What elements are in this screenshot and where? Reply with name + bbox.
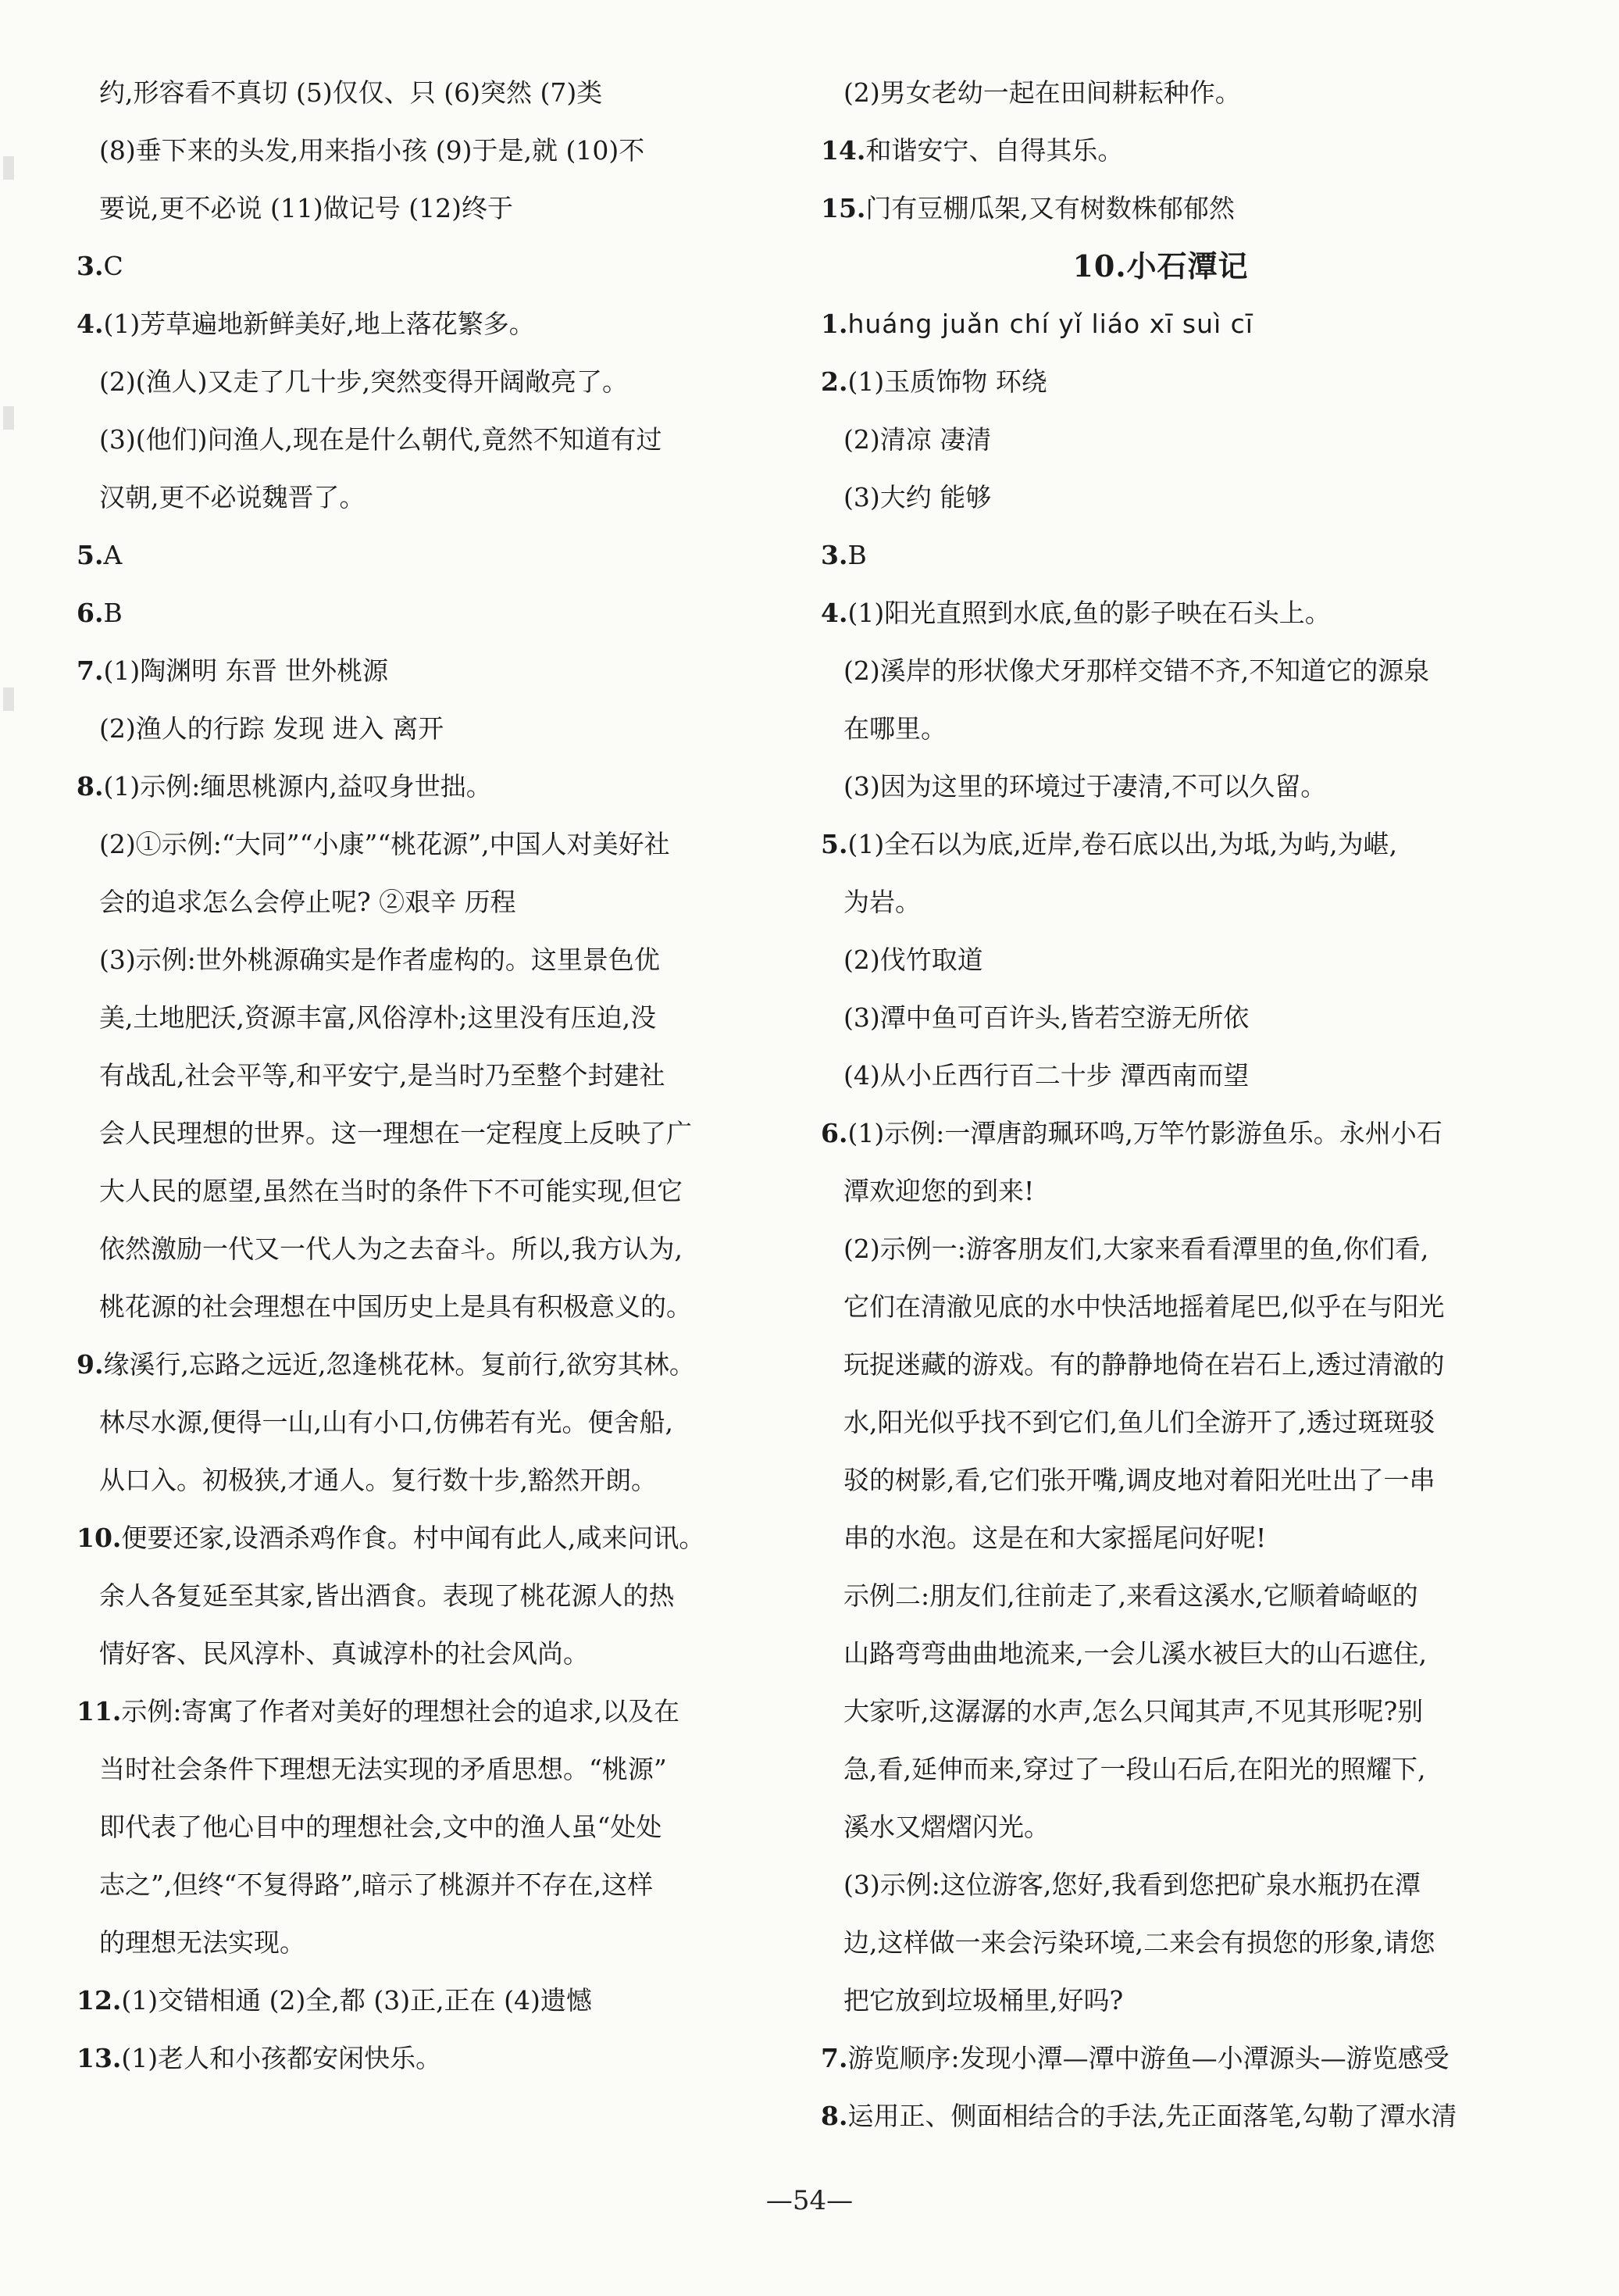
answer-text: 从口入。初极狭,才通人。复行数十步,豁然开朗。 <box>99 1465 657 1495</box>
answer-text: (3)潭中鱼可百许头,皆若空游无所依 <box>843 1002 1250 1033</box>
answer-line <box>821 989 1500 1047</box>
answer-text: 山路弯弯曲曲地流来,一会儿溪水被巨大的山石遮住, <box>843 1638 1427 1669</box>
answer-line <box>821 295 1500 353</box>
question-number: 12. <box>77 1985 122 2016</box>
scan-edge-mark <box>3 156 14 180</box>
question-number: 3. <box>821 540 848 570</box>
answer-text: 示例二:朋友们,往前走了,来看这溪水,它顺着崎岖的 <box>843 1580 1418 1611</box>
answer-line <box>77 1625 787 1683</box>
answer-text: B <box>103 598 123 628</box>
answer-text: 约,形容看不真切 (5)仅仅、只 (6)突然 (7)类 <box>99 77 603 108</box>
question-number: 7. <box>77 655 104 686</box>
answer-line <box>821 1914 1500 1972</box>
answer-text: (3)(他们)问渔人,现在是什么朝代,竟然不知道有过 <box>99 424 662 455</box>
question-number: 10. <box>77 1523 122 1553</box>
question-number: 3. <box>77 251 104 281</box>
answer-text: (2)伐竹取道 <box>843 944 983 975</box>
answer-line <box>77 527 787 584</box>
answer-text: (8)垂下来的头发,用来指小孩 (9)于是,就 (10)不 <box>99 135 645 166</box>
answer-text: (2)渔人的行踪 发现 进入 离开 <box>99 713 444 744</box>
question-number: 8. <box>821 2101 848 2131</box>
answer-text: huáng juǎn chí yǐ liáo xī suì cī <box>847 309 1253 339</box>
answer-line <box>77 816 787 873</box>
answer-line <box>77 1162 787 1220</box>
answer-text: (2)(渔人)又走了几十步,突然变得开阔敞亮了。 <box>99 366 628 397</box>
question-number: 2. <box>821 366 848 397</box>
answer-text: (1)老人和小孩都安闲快乐。 <box>121 2043 442 2073</box>
answer-line <box>821 1394 1500 1452</box>
answer-text: 当时社会条件下理想无法实现的矛盾思想。“桃源” <box>99 1754 667 1784</box>
answer-text: 示例:寄寓了作者对美好的理想社会的追求,以及在 <box>121 1696 680 1726</box>
section-title: 10.小石潭记 <box>1072 248 1249 284</box>
answer-line <box>77 1105 787 1162</box>
answer-line <box>821 469 1500 527</box>
answer-line <box>77 180 787 237</box>
answer-line <box>77 1509 787 1567</box>
answer-line <box>77 295 787 353</box>
answer-text: 的理想无法实现。 <box>99 1927 305 1958</box>
answer-line <box>821 873 1500 931</box>
answer-text: 门有豆棚瓜架,又有树数株郁郁然 <box>865 193 1235 223</box>
answer-text: (3)因为这里的环境过于凄清,不可以久留。 <box>843 771 1327 802</box>
answer-text: 大人民的愿望,虽然在当时的条件下不可能实现,但它 <box>99 1176 683 1206</box>
answer-text: (1)芳草遍地新鲜美好,地上落花繁多。 <box>103 309 535 339</box>
question-number: 13. <box>77 2043 122 2073</box>
answer-line <box>821 1278 1500 1336</box>
answer-line <box>77 353 787 411</box>
answer-text: C <box>103 251 123 281</box>
answer-line <box>77 758 787 816</box>
question-number: 8. <box>77 771 104 802</box>
answer-line <box>821 1567 1500 1625</box>
answer-text: 情好客、民风淳朴、真诚淳朴的社会风尚。 <box>99 1638 589 1669</box>
answer-line <box>77 1741 787 1798</box>
answer-line <box>821 353 1500 411</box>
answer-text: 会的追求怎么会停止呢? ②艰辛 历程 <box>99 887 516 917</box>
answer-line <box>77 469 787 527</box>
answer-text: 为岩。 <box>843 887 921 917</box>
answer-line <box>77 1914 787 1972</box>
answer-line <box>77 1567 787 1625</box>
answer-text: 水,阳光似乎找不到它们,鱼儿们全游开了,透过斑斑驳 <box>843 1407 1435 1437</box>
answer-line <box>77 700 787 758</box>
answer-text: (3)示例:这位游客,您好,我看到您把矿泉水瓶扔在潭 <box>843 1869 1421 1900</box>
answer-text: 汉朝,更不必说魏晋了。 <box>99 482 366 512</box>
question-number: 4. <box>77 309 104 339</box>
answer-line <box>821 180 1500 237</box>
answer-text: 志之”,但终“不复得路”,暗示了桃源并不存在,这样 <box>99 1869 654 1900</box>
answer-line <box>77 1798 787 1856</box>
answer-line <box>821 527 1500 584</box>
answer-line <box>821 584 1500 642</box>
answer-line <box>821 1105 1500 1162</box>
answer-line <box>821 2087 1500 2145</box>
answer-text: 便要还家,设酒杀鸡作食。村中闻有此人,咸来问讯。 <box>121 1523 705 1553</box>
answer-line <box>77 2030 787 2087</box>
answer-line <box>821 758 1500 816</box>
answer-line <box>77 873 787 931</box>
answer-line <box>821 1336 1500 1394</box>
answer-line <box>821 700 1500 758</box>
answer-text: 余人各复延至其家,皆出酒食。表现了桃花源人的热 <box>99 1580 675 1611</box>
question-number: 6. <box>821 1118 848 1148</box>
right-column <box>821 64 1500 2145</box>
question-number: 5. <box>821 829 848 859</box>
answer-line <box>821 2030 1500 2087</box>
answer-text: B <box>847 540 867 570</box>
answer-text: (2)示例一:游客朋友们,大家来看看潭里的鱼,你们看, <box>843 1234 1429 1264</box>
answer-text: 把它放到垃圾桶里,好吗? <box>843 1985 1124 2016</box>
answer-text: 会人民理想的世界。这一理想在一定程度上反映了广 <box>99 1118 692 1148</box>
answer-line <box>77 1452 787 1509</box>
answer-line <box>77 1856 787 1914</box>
answer-line <box>821 1162 1500 1220</box>
answer-line <box>77 1972 787 2030</box>
scan-edge-mark <box>3 687 14 711</box>
answer-text: 即代表了他心目中的理想社会,文中的渔人虽“处处 <box>99 1812 662 1842</box>
answer-text: 运用正、侧面相结合的手法,先正面落笔,勾勒了潭水清 <box>847 2101 1457 2131</box>
answer-line <box>821 816 1500 873</box>
answer-line <box>77 1278 787 1336</box>
answer-line <box>77 237 787 295</box>
answer-text: 林尽水源,便得一山,山有小口,仿佛若有光。便舍船, <box>99 1407 673 1437</box>
answer-line <box>821 931 1500 989</box>
question-number: 15. <box>821 193 866 223</box>
answer-text: A <box>103 540 123 570</box>
answer-line <box>77 584 787 642</box>
answer-line <box>821 1683 1500 1741</box>
answer-text: (1)交错相通 (2)全,都 (3)正,正在 (4)遗憾 <box>121 1985 592 2016</box>
answer-line <box>821 1452 1500 1509</box>
answer-text: 游览顺序:发现小潭—潭中游鱼—小潭源头—游览感受 <box>847 2043 1450 2073</box>
answer-text: 边,这样做一来会污染环境,二来会有损您的形象,请您 <box>843 1927 1435 1958</box>
answer-text: (1)玉质饰物 环绕 <box>847 366 1047 397</box>
answer-line <box>821 1220 1500 1278</box>
answer-text: 桃花源的社会理想在中国历史上是具有积极意义的。 <box>99 1291 692 1322</box>
answer-text: (1)示例:一潭唐韵珮环鸣,万竿竹影游鱼乐。永州小石 <box>847 1118 1442 1148</box>
answer-line <box>821 1972 1500 2030</box>
answer-line <box>821 1625 1500 1683</box>
answer-line <box>821 1047 1500 1105</box>
answer-text: 美,土地肥沃,资源丰富,风俗淳朴;这里没有压迫,没 <box>99 1002 657 1033</box>
answer-text: (2)①示例:“大同”“小康”“桃花源”,中国人对美好社 <box>99 829 670 859</box>
answer-text: (1)示例:缅思桃源内,益叹身世拙。 <box>103 771 492 802</box>
answer-line <box>77 1220 787 1278</box>
question-number: 9. <box>77 1349 104 1380</box>
answer-text: (2)溪岸的形状像犬牙那样交错不齐,不知道它的源泉 <box>843 655 1430 686</box>
question-number: 4. <box>821 598 848 628</box>
answer-text: (4)从小丘西行百二十步 潭西南而望 <box>843 1060 1250 1091</box>
answer-text: (3)大约 能够 <box>843 482 992 512</box>
answer-text: 要说,更不必说 (11)做记号 (12)终于 <box>99 193 513 223</box>
answer-line <box>77 122 787 180</box>
answer-text: 串的水泡。这是在和大家摇尾问好呢! <box>843 1523 1267 1553</box>
left-column <box>77 64 787 2087</box>
answer-text: 玩捉迷藏的游戏。有的静静地倚在岩石上,透过清澈的 <box>843 1349 1445 1380</box>
page-number: —54— <box>765 2185 854 2216</box>
answer-line <box>77 1336 787 1394</box>
answer-text: 在哪里。 <box>843 713 947 744</box>
answer-text: 和谐安宁、自得其乐。 <box>865 135 1124 166</box>
answer-text: (1)陶渊明 东晋 世外桃源 <box>103 655 389 686</box>
answer-line <box>77 642 787 700</box>
answer-text: (3)示例:世外桃源确实是作者虚构的。这里景色优 <box>99 944 660 975</box>
answer-text: 溪水又熠熠闪光。 <box>843 1812 1050 1842</box>
answer-text: (2)男女老幼一起在田间耕耘种作。 <box>843 77 1241 108</box>
answer-line <box>77 989 787 1047</box>
answer-text: (1)阳光直照到水底,鱼的影子映在石头上。 <box>847 598 1331 628</box>
answer-line <box>821 122 1500 180</box>
answer-line <box>821 64 1500 122</box>
answer-line <box>77 411 787 469</box>
question-number: 5. <box>77 540 104 570</box>
answer-text: 有战乱,社会平等,和平安宁,是当时乃至整个封建社 <box>99 1060 665 1091</box>
question-number: 1. <box>821 309 848 339</box>
answer-text: (2)清凉 凄清 <box>843 424 992 455</box>
answer-line <box>77 931 787 989</box>
answer-line <box>821 642 1500 700</box>
question-number: 6. <box>77 598 104 628</box>
question-number: 11. <box>77 1696 122 1726</box>
answer-text: 依然激励一代又一代人为之去奋斗。所以,我方认为, <box>99 1234 683 1264</box>
answer-text: 急,看,延伸而来,穿过了一段山石后,在阳光的照耀下, <box>843 1754 1426 1784</box>
answer-text: 大家听,这潺潺的水声,怎么只闻其声,不见其形呢?别 <box>843 1696 1424 1726</box>
question-number: 7. <box>821 2043 848 2073</box>
answer-line <box>821 1741 1500 1798</box>
answer-line <box>77 1394 787 1452</box>
answer-line <box>821 1798 1500 1856</box>
answer-line <box>77 1683 787 1741</box>
question-number: 14. <box>821 135 866 166</box>
answer-text: (1)全石以为底,近岸,卷石底以出,为坻,为屿,为嵁, <box>847 829 1398 859</box>
answer-line <box>77 1047 787 1105</box>
answer-line <box>77 64 787 122</box>
answer-text: 缘溪行,忘路之远近,忽逢桃花林。复前行,欲穷其林。 <box>103 1349 695 1380</box>
answer-line <box>821 1509 1500 1567</box>
answer-line <box>821 1856 1500 1914</box>
answer-line <box>821 411 1500 469</box>
answer-text: 驳的树影,看,它们张开嘴,调皮地对着阳光吐出了一串 <box>843 1465 1435 1495</box>
answer-text: 它们在清澈见底的水中快活地摇着尾巴,似乎在与阳光 <box>843 1291 1445 1322</box>
answer-text: 潭欢迎您的到来! <box>843 1176 1035 1206</box>
scan-edge-mark <box>3 406 14 430</box>
